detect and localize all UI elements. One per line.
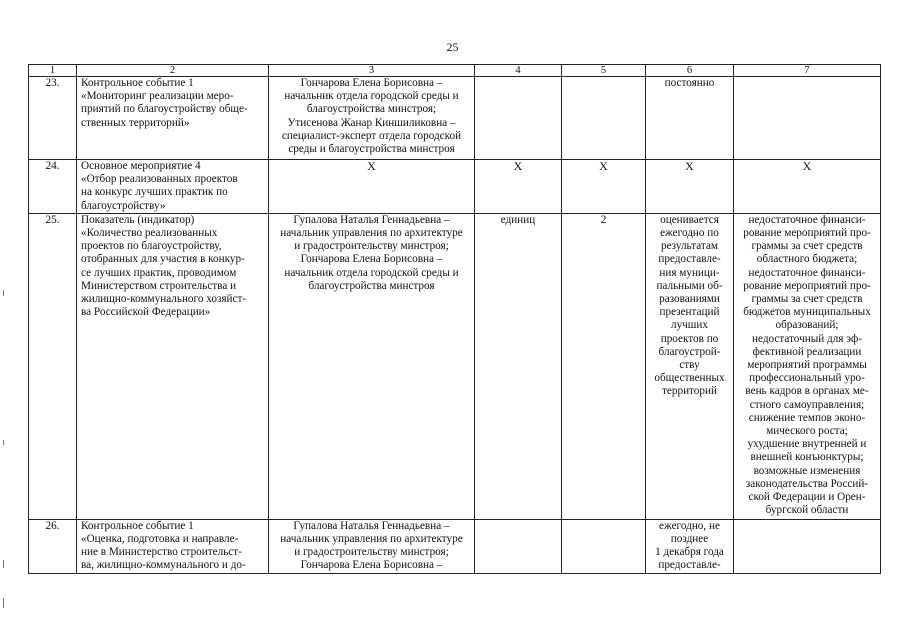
cell-text-line: вень кадров в органах ме- xyxy=(745,385,869,398)
cell-text-line: на конкурс лучших практик по xyxy=(81,186,228,199)
scan-edge-mark xyxy=(3,290,4,296)
unit-cell xyxy=(475,77,562,160)
responsible-cell xyxy=(269,519,475,573)
cell-text-line: начальник отдела городской среды и xyxy=(284,90,459,103)
cell-text-line: лучших xyxy=(671,319,708,332)
cell-text-line: разованиями xyxy=(659,293,720,306)
cell-text-line: возможные изменения xyxy=(753,464,861,477)
column-number: 6 xyxy=(646,65,734,77)
row-number-cell: 24. xyxy=(29,160,77,214)
cell-text-line: Утисенова Жанар Киншиликовна – xyxy=(287,116,456,129)
cell-text-line: граммы за счет средств xyxy=(751,293,863,306)
cell-text-line: начальник управления по архитектуре xyxy=(280,227,463,240)
cell-text-line: отобранных для участия в конкур- xyxy=(81,253,245,266)
table-row xyxy=(29,160,881,214)
cell-text-line: предоставле- xyxy=(658,253,721,266)
deadline-cell xyxy=(646,160,734,214)
cell-text-line: фективной реализации xyxy=(752,345,862,358)
row-number-cell: 25. xyxy=(29,213,77,519)
cell-text-line: и градостроительству минстроя; xyxy=(294,240,449,253)
page-number: 25 xyxy=(446,40,459,54)
cell-text-line: недостаточное финанси- xyxy=(748,266,866,279)
row-number-cell: 26. xyxy=(29,519,77,573)
column-number: 2 xyxy=(77,65,269,77)
value-cell xyxy=(562,77,646,160)
cell-text-line: ния муници- xyxy=(659,266,720,279)
cell-text-line: образований; xyxy=(775,319,839,332)
cell-text-line: позднее xyxy=(670,533,709,546)
cell-text-line: областного бюджета; xyxy=(756,253,858,266)
cell-text-line: пальными об- xyxy=(656,279,723,292)
column-number: 5 xyxy=(562,65,646,77)
cell-text-line: предоставле- xyxy=(658,559,721,572)
cell-text-line: «Оценка, подготовка и направле- xyxy=(81,533,239,546)
risks-cell xyxy=(734,519,881,573)
measure-name-cell xyxy=(77,160,269,214)
cell-text-line: Х xyxy=(599,159,608,173)
cell-text-line: «Количество реализованных xyxy=(81,227,218,240)
table-row xyxy=(29,77,881,160)
cell-text-line: внешней конъюнктуры; xyxy=(750,451,864,464)
cell-text-line: ской Федерации и Орен- xyxy=(748,491,866,504)
cell-text-line: Гупалова Наталья Геннадьевна – xyxy=(293,519,450,532)
cell-text-line: «Отбор реализованных проектов xyxy=(81,173,238,186)
cell-text-line: благоустройству» xyxy=(81,199,166,212)
deadline-cell xyxy=(646,77,734,160)
cell-text-line: мероприятий программы xyxy=(747,359,867,372)
risks-cell xyxy=(734,160,881,214)
cell-text-line: единиц xyxy=(500,213,536,226)
deadline-cell xyxy=(646,519,734,573)
cell-text-line: ние в Министерство строительст- xyxy=(81,546,242,559)
measure-name-cell xyxy=(77,519,269,573)
value-cell xyxy=(562,160,646,214)
measure-name-cell xyxy=(77,77,269,160)
cell-text-line: недостаточный для эф- xyxy=(752,332,862,345)
column-number-row xyxy=(29,65,881,77)
scan-edge-mark xyxy=(3,560,4,568)
cell-text-line: благоустрой- xyxy=(658,345,721,358)
cell-text-line: бюджетов муниципальных xyxy=(743,306,871,319)
cell-text-line: стного самоуправления; xyxy=(749,398,865,411)
cell-text-line: граммы за счет средств xyxy=(751,240,863,253)
cell-text-line: Контрольное событие 1 xyxy=(81,519,194,532)
unit-cell xyxy=(475,213,562,519)
cell-text-line: рование мероприятий про- xyxy=(743,227,871,240)
cell-text-line: жилищно-коммунального хозяйст- xyxy=(81,293,247,306)
column-number: 7 xyxy=(734,65,881,77)
table-row xyxy=(29,519,881,573)
cell-text-line: Гончарова Елена Борисовна – xyxy=(300,77,443,89)
cell-text-line: среды и благоустройства минстроя xyxy=(288,143,455,156)
cell-text-line: результатам xyxy=(660,240,718,253)
cell-text-line: ва Российской Федерации» xyxy=(81,306,211,319)
unit-cell xyxy=(475,160,562,214)
value-cell xyxy=(562,519,646,573)
measures-table xyxy=(28,64,881,574)
unit-cell xyxy=(475,519,562,573)
cell-text-line: общественных xyxy=(654,372,725,385)
responsible-cell xyxy=(269,160,475,214)
cell-text-line: мического роста; xyxy=(766,425,848,438)
cell-text-line: Х xyxy=(367,159,376,173)
cell-text-line: и градостроительству минстроя; xyxy=(294,546,449,559)
cell-text-line: ству xyxy=(679,359,700,372)
cell-text-line: приятий по благоустройству обще- xyxy=(81,103,248,116)
column-number: 4 xyxy=(475,65,562,77)
cell-text-line: Х xyxy=(685,159,694,173)
table-row xyxy=(29,213,881,519)
cell-text-line: рование мероприятий про- xyxy=(743,279,871,292)
cell-text-line: 1 декабря года xyxy=(655,546,724,559)
cell-text-line: начальник отдела городской среды и xyxy=(284,266,459,279)
cell-text-line: Контрольное событие 1 xyxy=(81,77,194,89)
risks-cell xyxy=(734,213,881,519)
cell-text-line: оценивается xyxy=(660,213,719,226)
cell-text-line: «Мониторинг реализации меро- xyxy=(81,90,234,103)
cell-text-line: законодательства Россий- xyxy=(745,477,869,490)
cell-text-line: се лучших практик, проводимом xyxy=(81,266,237,279)
cell-text-line: снижение темпов эконо- xyxy=(748,411,866,424)
cell-text-line: специалист-эксперт отдела городской xyxy=(281,129,462,142)
cell-text-line: ежегодно по xyxy=(660,227,719,240)
column-number: 3 xyxy=(269,65,475,77)
cell-text-line: Гупалова Наталья Геннадьевна – xyxy=(293,213,450,226)
row-number-cell: 23. xyxy=(29,77,77,160)
scan-edge-mark xyxy=(3,440,4,445)
column-number: 1 xyxy=(29,65,77,77)
cell-text-line: проектов по благоустройству, xyxy=(81,240,222,253)
cell-text-line: бургской области xyxy=(765,504,849,517)
cell-text-line: территорий xyxy=(662,385,717,398)
cell-text-line: Х xyxy=(802,159,812,173)
cell-text-line: презентаций xyxy=(659,306,720,319)
cell-text-line: Х xyxy=(513,159,523,173)
cell-text-line: профессиональный уро- xyxy=(749,372,865,385)
measure-name-cell xyxy=(77,213,269,519)
cell-text-line: Основное мероприятие 4 xyxy=(81,160,201,172)
cell-text-line: Гончарова Елена Борисовна – xyxy=(300,253,443,266)
cell-text-line: Министерством строительства и xyxy=(81,279,237,292)
cell-text-line: начальник управления по архитектуре xyxy=(280,533,463,546)
cell-text-line: ва, жилищно-коммунального и до- xyxy=(81,559,246,572)
deadline-cell xyxy=(646,213,734,519)
risks-cell xyxy=(734,77,881,160)
cell-text-line: 2 xyxy=(600,213,607,226)
cell-text-line: постоянно xyxy=(664,77,715,89)
value-cell xyxy=(562,213,646,519)
cell-text-line: ухудшение внутренней и xyxy=(747,438,867,451)
cell-text-line: ежегодно, не xyxy=(659,519,720,532)
cell-text-line: благоустройства минстроя; xyxy=(306,103,437,116)
responsible-cell xyxy=(269,77,475,160)
cell-text-line: благоустройства минстроя xyxy=(308,279,435,292)
cell-text-line: Показатель (индикатор) xyxy=(81,213,195,226)
cell-text-line: Гончарова Елена Борисовна – xyxy=(300,559,443,572)
scan-edge-mark xyxy=(3,598,4,608)
responsible-cell xyxy=(269,213,475,519)
cell-text-line: ственных территорий» xyxy=(81,116,190,129)
cell-text-line: проектов по xyxy=(660,332,719,345)
cell-text-line: недостаточное финанси- xyxy=(748,213,866,226)
